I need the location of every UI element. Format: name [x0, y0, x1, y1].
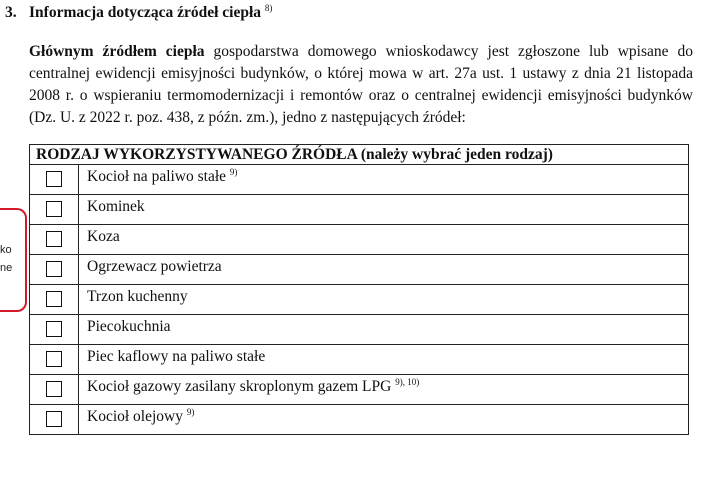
option-label-cell — [79, 285, 689, 315]
option-label: Trzon kuchenny — [87, 288, 188, 305]
option-label-cell — [79, 315, 689, 345]
option-label: Ogrzewacz powietrza — [87, 258, 222, 275]
section-title: Informacja dotycząca źródeł ciepła — [29, 4, 262, 21]
option-label-cell — [79, 255, 689, 285]
option-label-cell — [79, 195, 689, 225]
table-row — [30, 375, 689, 405]
option-label-cell — [79, 345, 689, 375]
table-body — [30, 165, 689, 435]
side-annotation-text-1: ko — [0, 244, 12, 256]
checkbox-cell — [30, 315, 79, 345]
table-row — [30, 315, 689, 345]
option-checkbox[interactable] — [46, 261, 62, 277]
option-checkbox[interactable] — [46, 291, 62, 307]
option-checkbox[interactable] — [46, 321, 62, 337]
section-number: 3. — [5, 4, 17, 21]
table-row — [30, 225, 689, 255]
option-checkbox[interactable] — [46, 411, 62, 427]
option-checkbox[interactable] — [46, 231, 62, 247]
option-checkbox[interactable] — [46, 351, 62, 367]
checkbox-cell — [30, 285, 79, 315]
heat-source-table — [29, 144, 689, 435]
option-label: Koza — [87, 228, 120, 245]
section-title-footnote: 8) — [264, 2, 273, 13]
option-footnote: 9) — [186, 406, 195, 417]
option-label: Kocioł olejowy — [87, 408, 183, 425]
option-label: Kominek — [87, 198, 145, 215]
option-checkbox[interactable] — [46, 171, 62, 187]
table-header: RODZAJ WYKORZYSTYWANEGO ŹRÓDŁA (należy wybrać jeden rodzaj) — [30, 145, 689, 165]
option-label-cell — [79, 375, 689, 405]
option-label-cell — [79, 225, 689, 255]
table-row — [30, 255, 689, 285]
checkbox-cell — [30, 225, 79, 255]
option-label: Piecokuchnia — [87, 318, 171, 335]
option-checkbox[interactable] — [46, 381, 62, 397]
option-label-cell — [79, 405, 689, 435]
checkbox-cell — [30, 405, 79, 435]
paragraph-lead: Głównym źródłem ciepła — [29, 43, 205, 60]
table-row — [30, 195, 689, 225]
checkbox-cell — [30, 255, 79, 285]
option-footnote: 9) — [229, 166, 238, 177]
section-heading — [5, 4, 272, 22]
table-row — [30, 165, 689, 195]
option-label: Kocioł gazowy zasilany skroplonym gazem LPG — [87, 378, 392, 395]
table-row — [30, 345, 689, 375]
table-row — [30, 285, 689, 315]
checkbox-cell — [30, 165, 79, 195]
option-label-cell — [79, 165, 689, 195]
intro-paragraph — [29, 41, 693, 129]
side-annotation-bracket — [0, 208, 27, 312]
side-annotation-text-2: ne — [0, 262, 13, 274]
option-checkbox[interactable] — [46, 201, 62, 217]
option-footnote: 9), 10) — [395, 376, 420, 387]
table-header-row — [30, 145, 689, 165]
option-label: Kocioł na paliwo stałe — [87, 168, 227, 185]
paragraph-body: gospodarstwa domowego wnioskodawcy jest zgłoszone lub wpisane do centralnej ewidencji emisyjności budynków, o której mowa w art. 27a ust. 1 ustawy z dnia 21 listopada 2008 r. o wspieraniu termomodernizacji i remontów oraz o centralnej ewidencji emisyjności budynków (Dz. U. z 2022 r. poz. 438, z późn. zm.), jedno z następujących źródeł: — [29, 43, 694, 126]
checkbox-cell — [30, 375, 79, 405]
table-row — [30, 405, 689, 435]
checkbox-cell — [30, 195, 79, 225]
option-label: Piec kaflowy na paliwo stałe — [87, 348, 266, 365]
checkbox-cell — [30, 345, 79, 375]
